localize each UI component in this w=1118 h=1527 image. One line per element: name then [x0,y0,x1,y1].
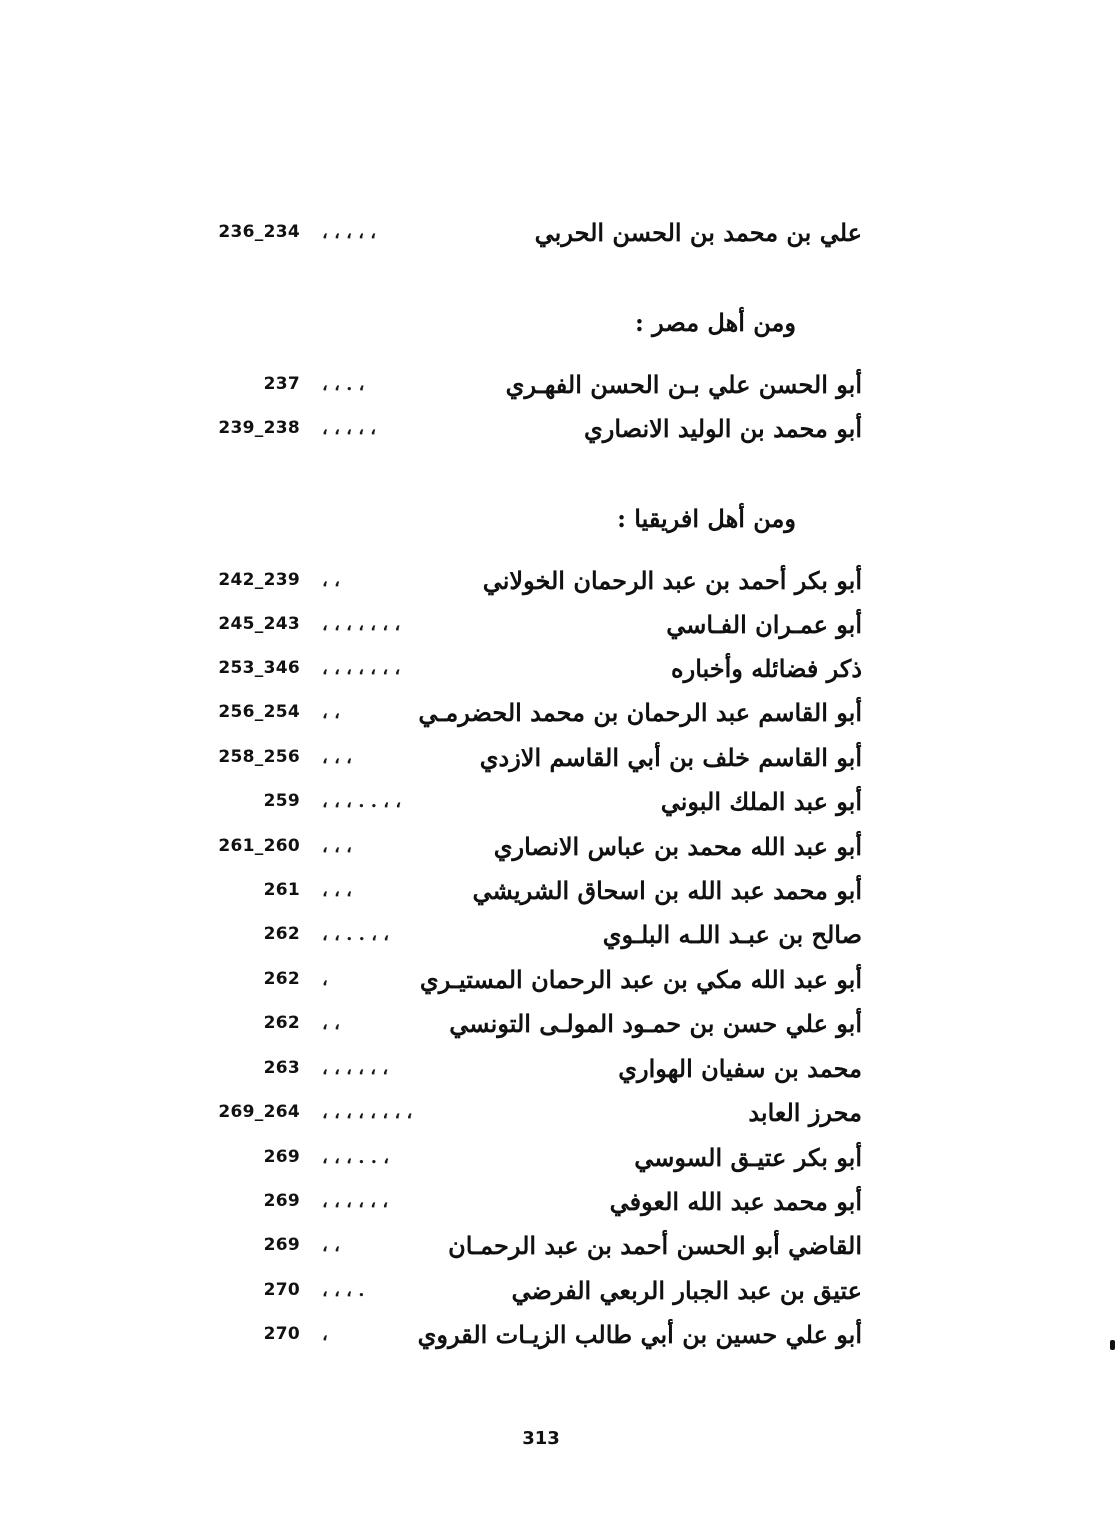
entry-pages: 263 [263,1058,300,1078]
entry-name: علي بن محمد بن الحسن الحربي [534,217,862,247]
entry-name: عتيق بن عبد الجبار الربعي الفرضي [511,1275,862,1305]
entry-name: أبو عبد الله مكي بن عبد الرحمان المستيـري [419,964,862,994]
toc-entry [200,604,862,644]
toc-entry [200,1181,862,1221]
entry-pages: 259 [263,791,300,811]
entry-pages: 258_256 [218,747,300,767]
entry-name: محرز العابد [748,1097,862,1127]
entry-leader: ، ، ، [322,879,352,901]
toc-entry [200,781,862,821]
entry-pages: 242_239 [218,570,300,590]
entry-pages: 269 [263,1191,300,1211]
toc-entry [200,870,862,910]
entry-pages: 270 [263,1280,300,1300]
entry-leader: ، ، ، ، ، ، [322,1057,389,1079]
entry-leader: ، ، ، ، ، ، ، [322,657,401,679]
entry-pages: 261 [263,880,300,900]
toc-entry [200,914,862,954]
page-number: 313 [522,1428,560,1449]
toc-entry [200,692,862,732]
entry-leader: ، ، ، [322,835,352,857]
margin-ink-mark [1110,1340,1115,1350]
entry-pages: 262 [263,1013,300,1033]
entry-pages: 237 [263,374,300,394]
entry-leader: ، ، [322,1234,340,1256]
entry-leader: ، ، . ، [322,373,365,395]
entry-pages: 270 [263,1324,300,1344]
entry-pages: 236_234 [218,222,300,242]
entry-name: أبو عمـران الفـاسي [666,609,862,639]
entry-leader: ، [322,968,328,990]
entry-leader: ، ، ، [322,746,352,768]
toc-entry [200,1003,862,1043]
entry-leader: ، ، ، ، ، ، [322,1190,389,1212]
entry-pages: 245_243 [218,614,300,634]
toc-entry [200,1314,862,1354]
entry-leader: ، ، ، ، ، ، ، ، [322,1101,413,1123]
entry-leader: ، ، [322,569,340,591]
entry-leader: ، ، . . ، ، [322,923,390,945]
toc-entry [200,826,862,866]
entry-pages: 261_260 [218,836,300,856]
toc-entry [200,1092,862,1132]
entry-pages: 269 [263,1235,300,1255]
entry-name: أبو الحسن علي بـن الحسن الفهـري [505,369,862,399]
entry-name: أبو عبد الله محمد بن عباس الانصاري [493,831,862,861]
entry-leader: ، ، [322,1012,340,1034]
entry-name: القاضي أبو الحسن أحمد بن عبد الرحمـان [448,1230,862,1260]
entry-pages: 269 [263,1147,300,1167]
entry-pages: 253_346 [218,658,300,678]
toc-entry [200,1048,862,1088]
toc-entry [200,560,862,600]
entry-name: ذكر فضائله وأخباره [671,653,862,683]
toc-entry [200,212,862,252]
toc-entry [200,1137,862,1177]
entry-name: أبو علي حسين بن أبي طالب الزيـات القروي [417,1319,862,1349]
entry-leader: ، ، ، . [322,1279,365,1301]
entry-name: صالح بن عبـد اللـه البلـوي [602,919,862,949]
entry-leader: ، ، ، ، ، [322,221,377,243]
entry-leader: ، ، ، . . ، [322,1146,390,1168]
entry-name: أبو بكر أحمد بن عبد الرحمان الخولاني [482,565,862,595]
toc-entry [200,959,862,999]
entry-name: أبو محمد عبد الله بن اسحاق الشريشي [472,875,862,905]
entry-pages: 262 [263,969,300,989]
entry-name: أبو القاسم خلف بن أبي القاسم الازدي [479,742,862,772]
entry-name: أبو علي حسن بن حمـود المولـى التونسي [449,1008,862,1038]
toc-entry [200,648,862,688]
toc-entry [200,408,862,448]
entry-pages: 262 [263,924,300,944]
section-heading-egypt: ومن أهل مصر : [634,308,796,337]
entry-leader: ، [322,1323,328,1345]
entry-pages: 239_238 [218,418,300,438]
toc-entry [200,1225,862,1265]
entry-leader: ، ، [322,701,340,723]
entry-leader: ، ، ، . . ، ، [322,790,402,812]
entry-name: أبو محمد عبد الله العوفي [609,1186,862,1216]
entry-name: أبو بكر عتيـق السوسي [634,1142,862,1172]
entry-pages: 256_254 [218,702,300,722]
section-heading-africa: ومن أهل افريقيا : [617,504,796,533]
entry-name: أبو محمد بن الوليد الانصاري [583,413,862,443]
toc-entry [200,1270,862,1310]
toc-entry [200,364,862,404]
entry-name: محمد بن سفيان الهواري [618,1053,862,1083]
entry-pages: 269_264 [218,1102,300,1122]
entry-leader: ، ، ، ، ، [322,417,377,439]
entry-name: أبو عبد الملك البوني [660,786,862,816]
entry-name: أبو القاسم عبد الرحمان بن محمد الحضرمـي [418,697,862,727]
entry-leader: ، ، ، ، ، ، ، [322,613,401,635]
toc-entry [200,737,862,777]
